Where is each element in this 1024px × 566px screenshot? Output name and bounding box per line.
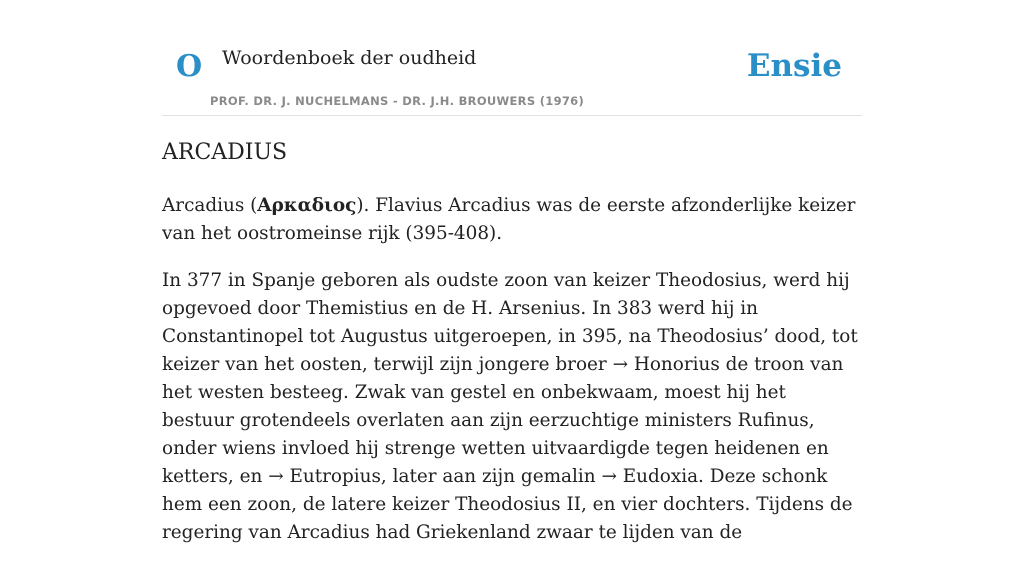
definition-text-end: ). Flavius Arcadius was de eerste afzonderlijke keizer van het oostromeinse rijk (395-408). bbox=[162, 195, 856, 244]
crossref-eudoxia-link[interactable]: → Eudoxia bbox=[601, 466, 699, 487]
entry-title: ARCADIUS bbox=[162, 140, 288, 165]
crossref-eutropius-link[interactable]: → Eutropius bbox=[268, 466, 381, 487]
biography-paragraph bbox=[162, 267, 862, 547]
dictionary-header bbox=[162, 40, 862, 116]
crossref-honorius-link[interactable]: → Honorius bbox=[612, 354, 720, 375]
definition-text-start: Arcadius ( bbox=[162, 195, 258, 216]
book-authors: PROF. DR. J. NUCHELMANS - DR. J.H. BROUWERS (1976) bbox=[210, 94, 585, 108]
entry-body bbox=[162, 192, 862, 566]
book-title[interactable]: Woordenboek der oudheid bbox=[222, 47, 477, 69]
biography-text-3: , later aan zijn gemalin bbox=[380, 466, 602, 487]
biography-text-4: . Deze schonk hem een zoon, de latere keizer Theodosius II, en vier dochters. Tijdens de regering van Arcadius had Griekenland zwaar te lijden van de bbox=[162, 466, 853, 543]
brand-logo-link[interactable]: Ensie bbox=[746, 48, 842, 84]
section-letter[interactable]: O bbox=[176, 49, 203, 84]
biography-text-2: de troon van het westen besteeg. Zwak van gestel en onbekwaam, moest hij het bestuur grotendeels overlaten aan zijn eerzuchtige ministers Rufinus, onder wiens invloed hij strenge wetten uitvaardigde tegen heidenen en ketters, en bbox=[162, 354, 844, 487]
biography-text-1: In 377 in Spanje geboren als oudste zoon van keizer Theodosius, werd hij opgevoed door Themistius en de H. Arsenius. In 383 werd hij in Constantinopel tot Augustus uitgeroepen, in 395, na Theodosius’ dood, tot keizer van het oosten, terwijl zijn jongere broer bbox=[162, 270, 858, 375]
greek-name: Αρκαδιος bbox=[257, 195, 357, 216]
definition-paragraph bbox=[162, 192, 862, 248]
